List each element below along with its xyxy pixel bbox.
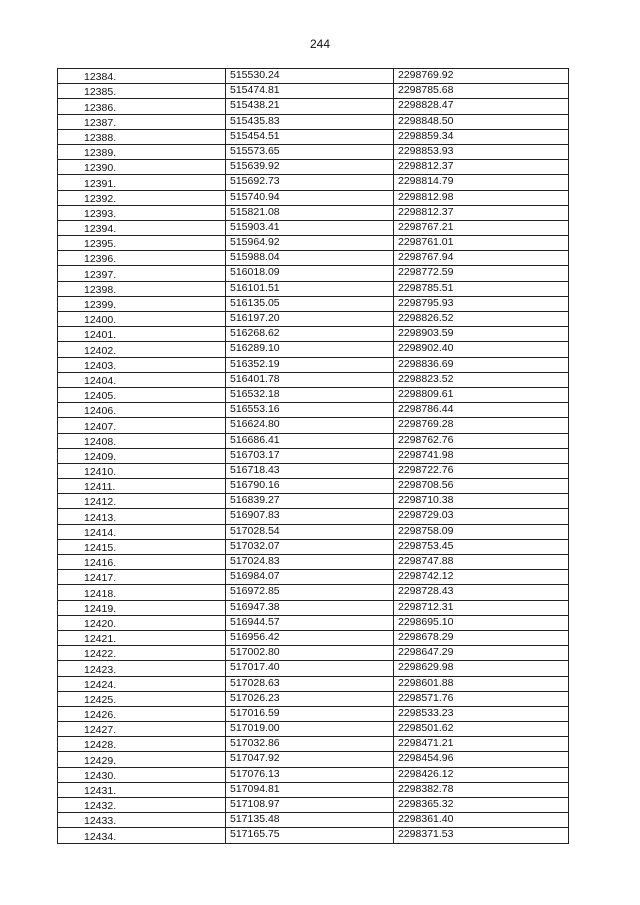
x-coordinate-cell: 516624.80: [226, 418, 394, 433]
y-coordinate-cell: 2298728.43: [394, 585, 569, 600]
x-coordinate-cell: 516532.18: [226, 387, 394, 402]
point-number-cell: 12401.: [58, 327, 226, 342]
point-number-cell: 12416.: [58, 555, 226, 570]
table-row: [58, 387, 569, 402]
x-coordinate-cell: 515821.08: [226, 205, 394, 220]
table-row: [58, 160, 569, 175]
y-coordinate-cell: 2298761.01: [394, 236, 569, 251]
x-coordinate-cell: 517165.75: [226, 828, 394, 843]
x-coordinate-cell: 516956.42: [226, 630, 394, 645]
table-row: [58, 615, 569, 630]
table-row: [58, 69, 569, 84]
x-coordinate-cell: 516790.16: [226, 479, 394, 494]
x-coordinate-cell: 517076.13: [226, 767, 394, 782]
y-coordinate-cell: 2298365.32: [394, 798, 569, 813]
y-coordinate-cell: 2298836.69: [394, 357, 569, 372]
point-number-cell: 12402.: [58, 342, 226, 357]
y-coordinate-cell: 2298741.98: [394, 448, 569, 463]
y-coordinate-cell: 2298795.93: [394, 296, 569, 311]
page-number: 244: [309, 37, 331, 51]
y-coordinate-cell: 2298647.29: [394, 646, 569, 661]
table-row: [58, 418, 569, 433]
point-number-cell: 12403.: [58, 357, 226, 372]
point-number-cell: 12418.: [58, 585, 226, 600]
y-coordinate-cell: 2298533.23: [394, 706, 569, 721]
table-row: [58, 342, 569, 357]
table-row: [58, 144, 569, 159]
point-number-cell: 12415.: [58, 539, 226, 554]
point-number-cell: 12405.: [58, 387, 226, 402]
x-coordinate-cell: 517017.40: [226, 661, 394, 676]
y-coordinate-cell: 2298902.40: [394, 342, 569, 357]
table-row: [58, 782, 569, 797]
y-coordinate-cell: 2298828.47: [394, 99, 569, 114]
x-coordinate-cell: 516352.19: [226, 357, 394, 372]
point-number-cell: 12413.: [58, 509, 226, 524]
x-coordinate-cell: 516289.10: [226, 342, 394, 357]
table-row: [58, 494, 569, 509]
point-number-cell: 12395.: [58, 236, 226, 251]
table-row: [58, 828, 569, 843]
table-row: [58, 706, 569, 721]
x-coordinate-cell: 517032.86: [226, 737, 394, 752]
table-row: [58, 585, 569, 600]
y-coordinate-cell: 2298814.79: [394, 175, 569, 190]
point-number-cell: 12428.: [58, 737, 226, 752]
table-row: [58, 281, 569, 296]
table-row: [58, 722, 569, 737]
point-number-cell: 12421.: [58, 630, 226, 645]
point-number-cell: 12424.: [58, 676, 226, 691]
x-coordinate-cell: 516686.41: [226, 433, 394, 448]
y-coordinate-cell: 2298785.68: [394, 84, 569, 99]
y-coordinate-cell: 2298809.61: [394, 387, 569, 402]
table-row: [58, 236, 569, 251]
y-coordinate-cell: 2298772.59: [394, 266, 569, 281]
point-number-cell: 12433.: [58, 813, 226, 828]
point-number-cell: 12387.: [58, 114, 226, 129]
table-row: [58, 539, 569, 554]
table-row: [58, 737, 569, 752]
x-coordinate-cell: 517016.59: [226, 706, 394, 721]
point-number-cell: 12431.: [58, 782, 226, 797]
table-row: [58, 676, 569, 691]
point-number-cell: 12407.: [58, 418, 226, 433]
x-coordinate-cell: 516135.05: [226, 296, 394, 311]
y-coordinate-cell: 2298848.50: [394, 114, 569, 129]
y-coordinate-cell: 2298767.21: [394, 220, 569, 235]
y-coordinate-cell: 2298747.88: [394, 555, 569, 570]
table-row: [58, 403, 569, 418]
x-coordinate-cell: 515454.51: [226, 129, 394, 144]
x-coordinate-cell: 516972.85: [226, 585, 394, 600]
point-number-cell: 12410.: [58, 463, 226, 478]
point-number-cell: 12385.: [58, 84, 226, 99]
table-row: [58, 190, 569, 205]
table-row: [58, 630, 569, 645]
table-row: [58, 646, 569, 661]
point-number-cell: 12429.: [58, 752, 226, 767]
y-coordinate-cell: 2298708.56: [394, 479, 569, 494]
table-row: [58, 813, 569, 828]
y-coordinate-cell: 2298678.29: [394, 630, 569, 645]
table-row: [58, 767, 569, 782]
point-number-cell: 12432.: [58, 798, 226, 813]
y-coordinate-cell: 2298812.37: [394, 205, 569, 220]
table-row: [58, 600, 569, 615]
x-coordinate-cell: 516947.38: [226, 600, 394, 615]
y-coordinate-cell: 2298471.21: [394, 737, 569, 752]
table-row: [58, 84, 569, 99]
y-coordinate-cell: 2298695.10: [394, 615, 569, 630]
y-coordinate-cell: 2298853.93: [394, 144, 569, 159]
point-number-cell: 12412.: [58, 494, 226, 509]
x-coordinate-cell: 515692.73: [226, 175, 394, 190]
table-row: [58, 448, 569, 463]
table-row: [58, 479, 569, 494]
y-coordinate-cell: 2298762.76: [394, 433, 569, 448]
x-coordinate-cell: 516718.43: [226, 463, 394, 478]
y-coordinate-cell: 2298767.94: [394, 251, 569, 266]
point-number-cell: 12423.: [58, 661, 226, 676]
point-number-cell: 12388.: [58, 129, 226, 144]
table-row: [58, 798, 569, 813]
coordinate-table-body: [58, 69, 569, 844]
table-row: [58, 114, 569, 129]
y-coordinate-cell: 2298722.76: [394, 463, 569, 478]
table-row: [58, 251, 569, 266]
y-coordinate-cell: 2298826.52: [394, 312, 569, 327]
point-number-cell: 12386.: [58, 99, 226, 114]
y-coordinate-cell: 2298786.44: [394, 403, 569, 418]
y-coordinate-cell: 2298371.53: [394, 828, 569, 843]
point-number-cell: 12389.: [58, 144, 226, 159]
y-coordinate-cell: 2298903.59: [394, 327, 569, 342]
point-number-cell: 12414.: [58, 524, 226, 539]
y-coordinate-cell: 2298758.09: [394, 524, 569, 539]
y-coordinate-cell: 2298382.78: [394, 782, 569, 797]
table-row: [58, 555, 569, 570]
point-number-cell: 12409.: [58, 448, 226, 463]
table-row: [58, 433, 569, 448]
point-number-cell: 12430.: [58, 767, 226, 782]
point-number-cell: 12399.: [58, 296, 226, 311]
point-number-cell: 12425.: [58, 691, 226, 706]
y-coordinate-cell: 2298712.31: [394, 600, 569, 615]
y-coordinate-cell: 2298729.03: [394, 509, 569, 524]
point-number-cell: 12398.: [58, 281, 226, 296]
x-coordinate-cell: 517028.54: [226, 524, 394, 539]
x-coordinate-cell: 517024.83: [226, 555, 394, 570]
x-coordinate-cell: 516197.20: [226, 312, 394, 327]
x-coordinate-cell: 517026.23: [226, 691, 394, 706]
y-coordinate-cell: 2298769.92: [394, 69, 569, 84]
point-number-cell: 12406.: [58, 403, 226, 418]
y-coordinate-cell: 2298501.62: [394, 722, 569, 737]
table-row: [58, 524, 569, 539]
point-number-cell: 12419.: [58, 600, 226, 615]
table-row: [58, 129, 569, 144]
point-number-cell: 12422.: [58, 646, 226, 661]
point-number-cell: 12396.: [58, 251, 226, 266]
y-coordinate-cell: 2298361.40: [394, 813, 569, 828]
x-coordinate-cell: 515530.24: [226, 69, 394, 84]
point-number-cell: 12411.: [58, 479, 226, 494]
table-row: [58, 372, 569, 387]
point-number-cell: 12392.: [58, 190, 226, 205]
x-coordinate-cell: 515903.41: [226, 220, 394, 235]
y-coordinate-cell: 2298769.28: [394, 418, 569, 433]
y-coordinate-cell: 2298859.34: [394, 129, 569, 144]
x-coordinate-cell: 516101.51: [226, 281, 394, 296]
x-coordinate-cell: 517047.92: [226, 752, 394, 767]
table-row: [58, 175, 569, 190]
x-coordinate-cell: 517135.48: [226, 813, 394, 828]
point-number-cell: 12391.: [58, 175, 226, 190]
x-coordinate-cell: 516553.16: [226, 403, 394, 418]
x-coordinate-cell: 516984.07: [226, 570, 394, 585]
y-coordinate-cell: 2298812.98: [394, 190, 569, 205]
x-coordinate-cell: 515573.65: [226, 144, 394, 159]
table-row: [58, 220, 569, 235]
point-number-cell: 12417.: [58, 570, 226, 585]
y-coordinate-cell: 2298753.45: [394, 539, 569, 554]
x-coordinate-cell: 516018.09: [226, 266, 394, 281]
y-coordinate-cell: 2298785.51: [394, 281, 569, 296]
y-coordinate-cell: 2298710.38: [394, 494, 569, 509]
y-coordinate-cell: 2298426.12: [394, 767, 569, 782]
point-number-cell: 12384.: [58, 69, 226, 84]
point-number-cell: 12400.: [58, 312, 226, 327]
table-row: [58, 463, 569, 478]
y-coordinate-cell: 2298571.76: [394, 691, 569, 706]
table-row: [58, 509, 569, 524]
table-row: [58, 205, 569, 220]
point-number-cell: 12394.: [58, 220, 226, 235]
point-number-cell: 12404.: [58, 372, 226, 387]
x-coordinate-cell: 517002.80: [226, 646, 394, 661]
x-coordinate-cell: 516268.62: [226, 327, 394, 342]
table-row: [58, 691, 569, 706]
x-coordinate-cell: 515435.83: [226, 114, 394, 129]
y-coordinate-cell: 2298454.96: [394, 752, 569, 767]
point-number-cell: 12408.: [58, 433, 226, 448]
table-row: [58, 752, 569, 767]
point-number-cell: 12426.: [58, 706, 226, 721]
y-coordinate-cell: 2298742.12: [394, 570, 569, 585]
point-number-cell: 12427.: [58, 722, 226, 737]
y-coordinate-cell: 2298629.98: [394, 661, 569, 676]
table-row: [58, 570, 569, 585]
table-row: [58, 661, 569, 676]
point-number-cell: 12393.: [58, 205, 226, 220]
x-coordinate-cell: 517032.07: [226, 539, 394, 554]
y-coordinate-cell: 2298823.52: [394, 372, 569, 387]
coordinate-table: [57, 68, 569, 844]
point-number-cell: 12434.: [58, 828, 226, 843]
x-coordinate-cell: 517094.81: [226, 782, 394, 797]
y-coordinate-cell: 2298601.88: [394, 676, 569, 691]
x-coordinate-cell: 516944.57: [226, 615, 394, 630]
x-coordinate-cell: 517028.63: [226, 676, 394, 691]
point-number-cell: 12397.: [58, 266, 226, 281]
x-coordinate-cell: 515639.92: [226, 160, 394, 175]
table-row: [58, 357, 569, 372]
x-coordinate-cell: 515438.21: [226, 99, 394, 114]
x-coordinate-cell: 515474.81: [226, 84, 394, 99]
x-coordinate-cell: 517019.00: [226, 722, 394, 737]
table-row: [58, 99, 569, 114]
x-coordinate-cell: 516401.78: [226, 372, 394, 387]
x-coordinate-cell: 515964.92: [226, 236, 394, 251]
x-coordinate-cell: 516907.83: [226, 509, 394, 524]
x-coordinate-cell: 515988.04: [226, 251, 394, 266]
x-coordinate-cell: 516703.17: [226, 448, 394, 463]
point-number-cell: 12390.: [58, 160, 226, 175]
x-coordinate-cell: 517108.97: [226, 798, 394, 813]
table-row: [58, 266, 569, 281]
table-row: [58, 327, 569, 342]
table-row: [58, 296, 569, 311]
y-coordinate-cell: 2298812.37: [394, 160, 569, 175]
x-coordinate-cell: 515740.94: [226, 190, 394, 205]
x-coordinate-cell: 516839.27: [226, 494, 394, 509]
point-number-cell: 12420.: [58, 615, 226, 630]
table-row: [58, 312, 569, 327]
